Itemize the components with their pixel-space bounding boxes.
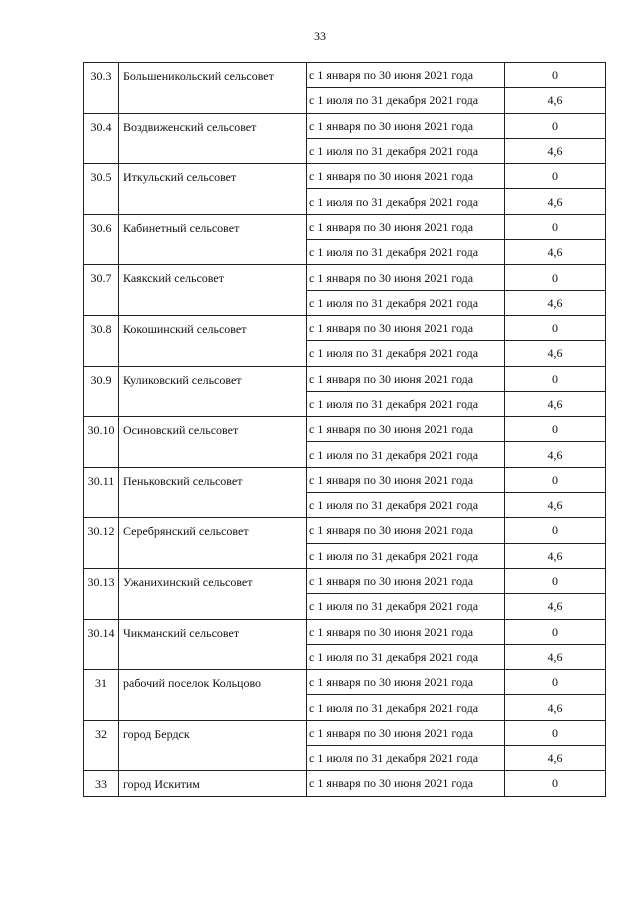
value-cell: 0	[505, 417, 606, 442]
value-cell: 4,6	[505, 594, 606, 619]
period-cell: с 1 июля по 31 декабря 2021 года	[307, 543, 505, 568]
period-cell: с 1 января по 30 июня 2021 года	[307, 670, 505, 695]
table-row	[84, 164, 606, 189]
value-cell: 0	[505, 467, 606, 492]
value-cell: 4,6	[505, 88, 606, 113]
table-row	[84, 265, 606, 290]
value-cell: 0	[505, 315, 606, 340]
value-cell: 4,6	[505, 644, 606, 669]
row-number: 33	[84, 771, 119, 796]
row-number: 30.8	[84, 315, 119, 366]
row-number: 30.4	[84, 113, 119, 164]
value-cell: 4,6	[505, 240, 606, 265]
period-cell: с 1 июля по 31 декабря 2021 года	[307, 493, 505, 518]
value-cell: 4,6	[505, 543, 606, 568]
row-number: 30.13	[84, 568, 119, 619]
period-cell: с 1 июля по 31 декабря 2021 года	[307, 594, 505, 619]
row-number: 30.5	[84, 164, 119, 215]
value-cell: 4,6	[505, 391, 606, 416]
period-cell: с 1 января по 30 июня 2021 года	[307, 214, 505, 239]
period-cell: с 1 июля по 31 декабря 2021 года	[307, 290, 505, 315]
municipality-name: Пеньковский сельсовет	[119, 467, 307, 518]
value-cell: 4,6	[505, 290, 606, 315]
row-number: 30.11	[84, 467, 119, 518]
value-cell: 0	[505, 164, 606, 189]
municipality-name: рабочий поселок Кольцово	[119, 670, 307, 721]
row-number: 32	[84, 720, 119, 771]
municipality-name: Воздвиженский сельсовет	[119, 113, 307, 164]
period-cell: с 1 июля по 31 декабря 2021 года	[307, 644, 505, 669]
period-cell: с 1 июля по 31 декабря 2021 года	[307, 240, 505, 265]
value-cell: 0	[505, 568, 606, 593]
value-cell: 4,6	[505, 493, 606, 518]
period-cell: с 1 января по 30 июня 2021 года	[307, 568, 505, 593]
table-row	[84, 366, 606, 391]
municipality-name: Осиновский сельсовет	[119, 417, 307, 468]
row-number: 30.14	[84, 619, 119, 670]
period-cell: с 1 января по 30 июня 2021 года	[307, 518, 505, 543]
table-row	[84, 568, 606, 593]
value-cell: 0	[505, 518, 606, 543]
value-cell: 0	[505, 771, 606, 796]
period-cell: с 1 января по 30 июня 2021 года	[307, 315, 505, 340]
period-cell: с 1 января по 30 июня 2021 года	[307, 366, 505, 391]
table-row	[84, 315, 606, 340]
value-cell: 0	[505, 619, 606, 644]
municipality-name: Куликовский сельсовет	[119, 366, 307, 417]
municipality-name: Иткульский сельсовет	[119, 164, 307, 215]
value-cell: 0	[505, 63, 606, 88]
table-row	[84, 214, 606, 239]
row-number: 30.6	[84, 214, 119, 265]
period-cell: с 1 июля по 31 декабря 2021 года	[307, 391, 505, 416]
row-number: 30.7	[84, 265, 119, 316]
period-cell: с 1 июля по 31 декабря 2021 года	[307, 138, 505, 163]
value-cell: 0	[505, 720, 606, 745]
row-number: 30.3	[84, 63, 119, 114]
table-row	[84, 720, 606, 745]
table-row	[84, 467, 606, 492]
tariff-table-body	[84, 63, 606, 797]
table-row	[84, 518, 606, 543]
period-cell: с 1 января по 30 июня 2021 года	[307, 467, 505, 492]
value-cell: 0	[505, 670, 606, 695]
period-cell: с 1 января по 30 июня 2021 года	[307, 619, 505, 644]
period-cell: с 1 января по 30 июня 2021 года	[307, 771, 505, 796]
table-row	[84, 771, 606, 796]
municipality-name: Ужанихинский сельсовет	[119, 568, 307, 619]
row-number: 30.12	[84, 518, 119, 569]
municipality-name: Каякский сельсовет	[119, 265, 307, 316]
period-cell: с 1 июля по 31 декабря 2021 года	[307, 88, 505, 113]
table-row	[84, 417, 606, 442]
value-cell: 4,6	[505, 341, 606, 366]
municipality-name: Кокошинский сельсовет	[119, 315, 307, 366]
municipality-name: Кабинетный сельсовет	[119, 214, 307, 265]
value-cell: 0	[505, 214, 606, 239]
municipality-name: Серебрянский сельсовет	[119, 518, 307, 569]
value-cell: 0	[505, 265, 606, 290]
value-cell: 4,6	[505, 442, 606, 467]
value-cell: 4,6	[505, 189, 606, 214]
value-cell: 0	[505, 113, 606, 138]
value-cell: 0	[505, 366, 606, 391]
value-cell: 4,6	[505, 695, 606, 720]
period-cell: с 1 января по 30 июня 2021 года	[307, 113, 505, 138]
table-row	[84, 619, 606, 644]
value-cell: 4,6	[505, 138, 606, 163]
table-row	[84, 670, 606, 695]
municipality-name: Чикманский сельсовет	[119, 619, 307, 670]
period-cell: с 1 января по 30 июня 2021 года	[307, 164, 505, 189]
period-cell: с 1 июля по 31 декабря 2021 года	[307, 189, 505, 214]
tariff-table	[83, 62, 606, 797]
row-number: 30.9	[84, 366, 119, 417]
period-cell: с 1 января по 30 июня 2021 года	[307, 265, 505, 290]
value-cell: 4,6	[505, 746, 606, 771]
table-row	[84, 113, 606, 138]
period-cell: с 1 июля по 31 декабря 2021 года	[307, 695, 505, 720]
period-cell: с 1 января по 30 июня 2021 года	[307, 63, 505, 88]
row-number: 30.10	[84, 417, 119, 468]
period-cell: с 1 января по 30 июня 2021 года	[307, 417, 505, 442]
period-cell: с 1 января по 30 июня 2021 года	[307, 720, 505, 745]
page-number: 33	[314, 29, 326, 43]
municipality-name: город Искитим	[119, 771, 307, 796]
period-cell: с 1 июля по 31 декабря 2021 года	[307, 442, 505, 467]
row-number: 31	[84, 670, 119, 721]
municipality-name: Большеникольский сельсовет	[119, 63, 307, 114]
period-cell: с 1 июля по 31 декабря 2021 года	[307, 341, 505, 366]
municipality-name: город Бердск	[119, 720, 307, 771]
period-cell: с 1 июля по 31 декабря 2021 года	[307, 746, 505, 771]
table-row	[84, 63, 606, 88]
